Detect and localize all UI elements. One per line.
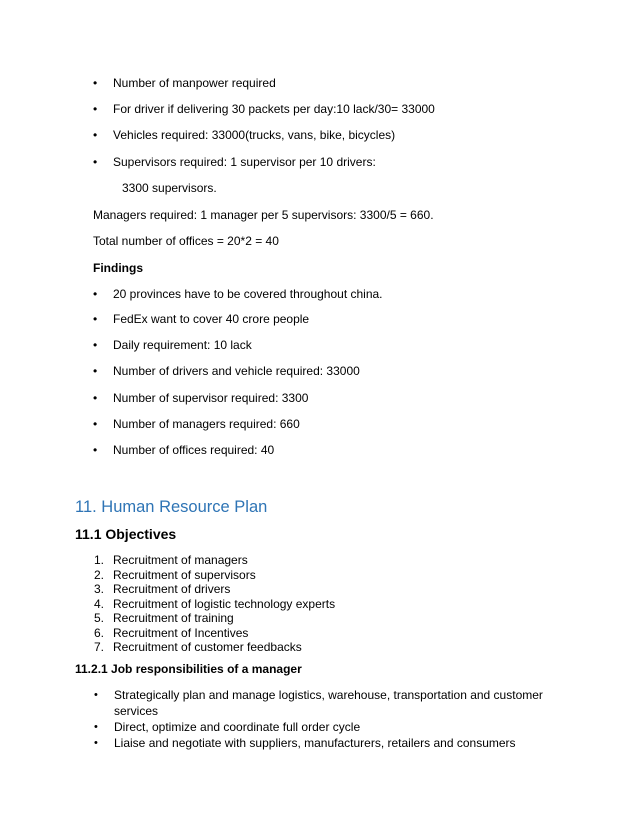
bullet-icon: • (93, 287, 98, 301)
objective-item: 1. Recruitment of managers (94, 553, 248, 567)
objective-item: 3. Recruitment of drivers (94, 582, 231, 596)
bullet-icon: • (93, 338, 98, 352)
objective-item: 5. Recruitment of training (94, 611, 234, 625)
list-item: • Number of supervisor required: 3300 (93, 391, 309, 405)
managers-line: Managers required: 1 manager per 5 supervisors: 3300/5 = 660. (93, 208, 434, 222)
objective-item: 4. Recruitment of logistic technology experts (94, 597, 336, 611)
objective-item: 6. Recruitment of Incentives (94, 626, 249, 640)
list-item: • Strategically plan and manage logistics, warehouse, transportation and customer (94, 688, 543, 702)
section-title: 11. Human Resource Plan (75, 498, 268, 516)
bullet-icon: • (93, 76, 98, 90)
bullet-icon: • (94, 689, 98, 701)
bullet-icon: • (93, 417, 98, 431)
list-item: • Number of offices required: 40 (93, 443, 275, 457)
offices-line: Total number of offices = 20*2 = 40 (93, 234, 279, 248)
bullet-icon: • (93, 128, 98, 142)
list-item: • For driver if delivering 30 packets per day:10 lack/30= 33000 (93, 102, 435, 116)
bullet-icon: • (93, 443, 98, 457)
objective-item: 2. Recruitment of supervisors (94, 568, 256, 582)
list-item: • Number of managers required: 660 (93, 417, 300, 431)
bullet-icon: • (93, 312, 98, 326)
bullet-icon: • (93, 391, 98, 405)
objectives-title: 11.1 Objectives (75, 526, 177, 542)
list-item: • Liaise and negotiate with suppliers, manufacturers, retailers and consumers (94, 736, 516, 750)
supervisors-line: 3300 supervisors. (122, 181, 217, 195)
list-item: • Direct, optimize and coordinate full order cycle (94, 720, 361, 734)
bullet-icon: • (93, 364, 98, 378)
list-item: • FedEx want to cover 40 crore people (93, 312, 310, 326)
bullet-icon: • (94, 721, 98, 733)
list-item-continuation: services (114, 704, 159, 718)
list-item: • Daily requirement: 10 lack (93, 338, 252, 352)
bullet-icon: • (93, 102, 98, 116)
bullet-icon: • (94, 737, 98, 749)
list-item: • Supervisors required: 1 supervisor per 10 drivers: (93, 155, 376, 169)
list-item: • Number of drivers and vehicle required: 33000 (93, 364, 360, 378)
list-item: • Vehicles required: 33000(trucks, vans, bike, bicycles) (93, 128, 396, 142)
findings-heading: Findings (93, 261, 143, 275)
job-responsibilities-title: 11.2.1 Job responsibilities of a manager (75, 662, 302, 676)
list-item: • Number of manpower required (93, 76, 276, 90)
list-item: • 20 provinces have to be covered throughout china. (93, 287, 383, 301)
bullet-icon: • (93, 155, 98, 169)
objective-item: 7. Recruitment of customer feedbacks (94, 640, 302, 654)
